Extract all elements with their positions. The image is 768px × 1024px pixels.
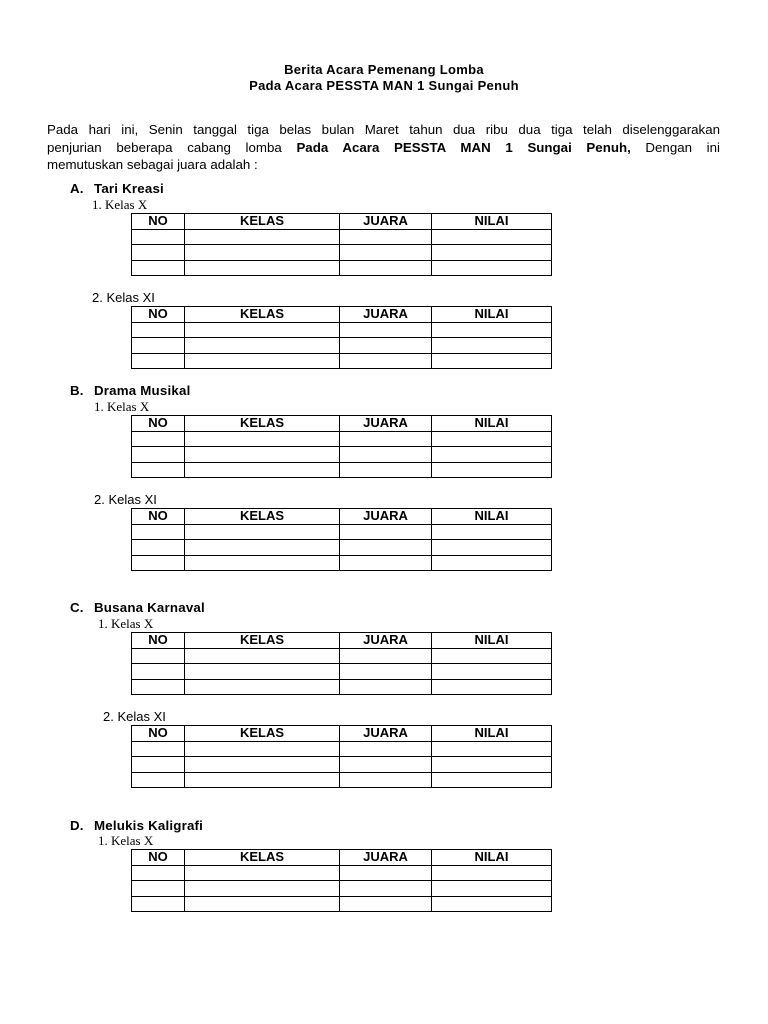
section-heading-c	[70, 600, 205, 615]
table-row	[132, 679, 552, 695]
result-table	[131, 725, 552, 788]
table-row	[132, 896, 552, 912]
intro-paragraph	[47, 121, 720, 174]
section-letter: A.	[70, 181, 84, 196]
section-letter: B.	[70, 383, 84, 398]
table-row	[132, 881, 552, 897]
table-row	[132, 664, 552, 680]
header-no: NO	[132, 214, 185, 230]
table-row	[132, 322, 552, 338]
header-kelas: KELAS	[185, 726, 340, 742]
header-no: NO	[132, 307, 185, 323]
header-kelas: KELAS	[185, 850, 340, 866]
table-row	[132, 648, 552, 664]
subsection-label: 2. Kelas XI	[103, 709, 166, 724]
header-kelas: KELAS	[185, 509, 340, 525]
table-row	[132, 462, 552, 478]
header-nilai: NILAI	[432, 416, 552, 432]
header-no: NO	[132, 726, 185, 742]
table-header-row	[132, 726, 552, 742]
table-row	[132, 431, 552, 447]
table-row	[132, 338, 552, 354]
result-table	[131, 508, 552, 571]
intro-line-2-bold: Pada Acara PESSTA MAN 1 Sungai Penuh,	[296, 139, 631, 155]
table-row	[132, 865, 552, 881]
table-header-row	[132, 509, 552, 525]
header-kelas: KELAS	[185, 214, 340, 230]
section-name: Busana Karnaval	[94, 600, 205, 615]
header-nilai: NILAI	[432, 726, 552, 742]
header-juara: JUARA	[340, 214, 432, 230]
table-row	[132, 772, 552, 788]
table-row	[132, 260, 552, 276]
table-header-row	[132, 416, 552, 432]
document-title-line-2: Pada Acara PESSTA MAN 1 Sungai Penuh	[249, 78, 519, 93]
subsection-label: 1. Kelas X	[94, 399, 150, 414]
header-juara: JUARA	[340, 509, 432, 525]
header-kelas: KELAS	[185, 633, 340, 649]
header-nilai: NILAI	[432, 633, 552, 649]
subsection-label: 1. Kelas X	[98, 833, 154, 848]
result-table	[131, 415, 552, 478]
section-heading-a	[70, 181, 164, 196]
header-nilai: NILAI	[432, 214, 552, 230]
header-nilai: NILAI	[432, 307, 552, 323]
intro-line-2	[47, 139, 720, 157]
section-heading-b	[70, 383, 190, 398]
section-name: Tari Kreasi	[94, 181, 164, 196]
header-no: NO	[132, 509, 185, 525]
table-row	[132, 245, 552, 261]
subsection-label: 2. Kelas XI	[94, 492, 157, 507]
header-juara: JUARA	[340, 726, 432, 742]
intro-line-3: memutuskan sebagai juara adalah :	[47, 157, 258, 172]
table-row	[132, 447, 552, 463]
header-juara: JUARA	[340, 850, 432, 866]
table-row	[132, 524, 552, 540]
header-nilai: NILAI	[432, 850, 552, 866]
section-name: Drama Musikal	[94, 383, 191, 398]
result-table	[131, 306, 552, 369]
header-juara: JUARA	[340, 307, 432, 323]
subsection-label: 1. Kelas X	[92, 197, 148, 212]
section-name: Melukis Kaligrafi	[94, 818, 204, 833]
section-letter: D.	[70, 818, 84, 833]
table-header-row	[132, 307, 552, 323]
header-no: NO	[132, 633, 185, 649]
header-kelas: KELAS	[185, 307, 340, 323]
document-title-line-1: Berita Acara Pemenang Lomba	[284, 62, 484, 77]
table-row	[132, 741, 552, 757]
result-table	[131, 632, 552, 695]
intro-line-2-a: penjurian beberapa cabang lomba	[47, 139, 297, 155]
table-row	[132, 757, 552, 773]
table-header-row	[132, 850, 552, 866]
table-header-row	[132, 214, 552, 230]
result-table	[131, 213, 552, 276]
table-row	[132, 229, 552, 245]
header-juara: JUARA	[340, 416, 432, 432]
header-no: NO	[132, 416, 185, 432]
header-juara: JUARA	[340, 633, 432, 649]
intro-line-2-b: Dengan ini	[630, 139, 720, 155]
section-letter: C.	[70, 600, 84, 615]
section-heading-d	[70, 818, 203, 833]
header-nilai: NILAI	[432, 509, 552, 525]
intro-line-1: Pada hari ini, Senin tanggal tiga belas bulan Maret tahun dua ribu dua tiga telah diselenggarakan	[47, 122, 720, 137]
table-row	[132, 353, 552, 369]
header-no: NO	[132, 850, 185, 866]
table-header-row	[132, 633, 552, 649]
result-table	[131, 849, 552, 912]
table-row	[132, 540, 552, 556]
subsection-label: 2. Kelas XI	[92, 290, 155, 305]
subsection-label: 1. Kelas X	[98, 616, 154, 631]
table-row	[132, 555, 552, 571]
header-kelas: KELAS	[185, 416, 340, 432]
